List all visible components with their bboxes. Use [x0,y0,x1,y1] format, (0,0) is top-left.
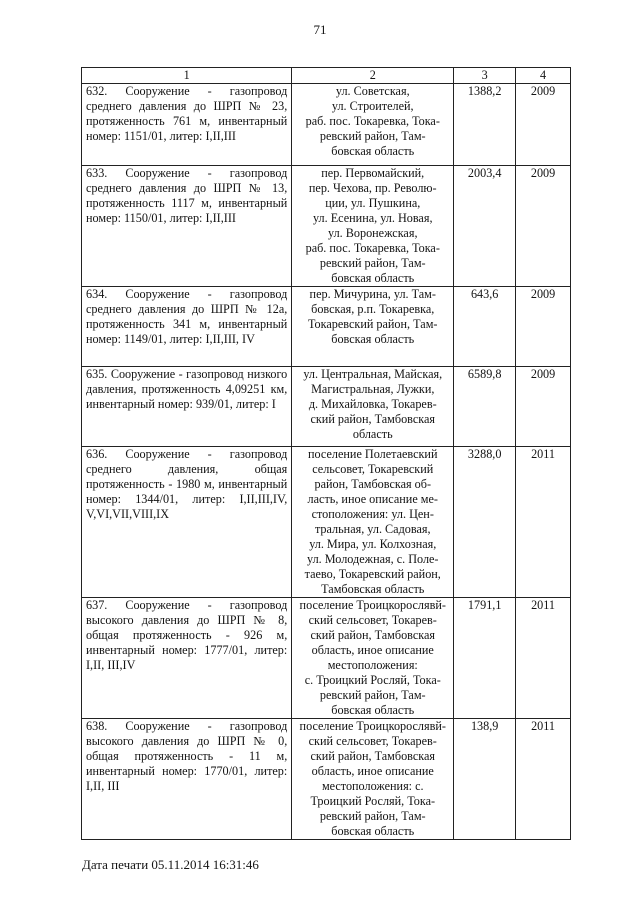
object-year: 2011 [516,719,571,840]
address-line: бовская область [331,332,415,346]
address-line: ревский район, Там- [319,809,426,823]
object-value: 2003,4 [454,166,516,287]
object-address [292,367,454,447]
address-line: местоположения: [327,658,418,672]
address-line: пер. Мичурина, ул. Там- [309,287,436,301]
object-description: 634. Сооружение - газопровод среднего давления до ШРП № 12а, протяженность 341 м, инвентарный номер: 1149/01, литер: I,II,III, IV [82,287,292,367]
address-line: стоположения: ул. Цен- [311,507,434,521]
address-line: с. Троицкий Росляй, Тока- [304,673,441,687]
header-col-1: 1 [82,68,292,84]
object-description: 633. Сооружение - газопровод среднего давления до ШРП № 13, протяженность 1117 м, инвентарный номер: 1150/01, литер: I,II,III [82,166,292,287]
address-line: ревский район, Там- [319,688,426,702]
address-line: бовская область [331,271,415,285]
address-line: местоположения: с. [321,779,424,793]
address-line: область [352,427,393,441]
address-line: ревский район, Там- [319,129,426,143]
address-line: пер. Чехова, пр. Револю- [308,181,437,195]
object-description: 637. Сооружение - газопровод высокого давления до ШРП № 8, общая протяженность - 926 м, инвентарный номер: 1777/01, литер: I,II, III,IV [82,598,292,719]
object-value: 1791,1 [454,598,516,719]
address-line: ский район, Тамбовская [310,628,436,642]
address-line: поселение Полетаевский [308,447,438,461]
registry-table [81,67,571,840]
address-line: ский район, Тамбовская [310,749,436,763]
header-col-3: 3 [454,68,516,84]
object-description: 635. Сооружение - газопровод низкого давления, протяженность 4,09251 км, инвентарный номер: 939/01, литер: I [82,367,292,447]
address-line: ский сельсовет, Токарев- [308,734,437,748]
table-row [82,84,571,166]
address-line: раб. пос. Токаревка, Тока- [305,241,440,255]
page-number: 71 [313,22,327,37]
object-value: 1388,2 [454,84,516,166]
address-line: таево, Токаревский район, [304,567,441,581]
address-line: Магистральная, Лужки, [311,382,435,396]
address-line: бовская область [331,703,415,717]
address-line: д. Михайловка, Токарев- [308,397,437,411]
address-line: пер. Первомайский, [321,166,425,180]
address-line: ул. Воронежская, [328,226,418,240]
table-row [82,166,571,287]
object-year: 2011 [516,447,571,598]
address-line: ский сельсовет, Токарев- [308,613,437,627]
address-line: ул. Строителей, [331,99,414,113]
address-line: поселение Троицкорослявй- [299,598,446,612]
address-line: поселение Троицкорослявй- [299,719,446,733]
address-line: ул. Молодежная, с. Поле- [307,552,439,566]
object-address [292,598,454,719]
header-col-4: 4 [516,68,571,84]
object-year: 2009 [516,287,571,367]
object-value: 3288,0 [454,447,516,598]
address-line: ул. Мира, ул. Колхозная, [309,537,437,551]
address-line: область, иное описание [311,764,434,778]
address-line: бовская область [331,144,415,158]
object-address [292,719,454,840]
address-line: тральная, ул. Садовая, [314,522,431,536]
object-value: 6589,8 [454,367,516,447]
address-line: ул. Советская, [335,84,410,98]
address-line: район, Тамбовская об- [314,477,432,491]
address-line: Токаревский район, Там- [308,317,438,331]
address-line: бовская, р.п. Токаревка, [311,302,435,316]
address-line: ласть, иное описание ме- [307,492,438,506]
object-year: 2009 [516,166,571,287]
object-year: 2011 [516,598,571,719]
object-year: 2009 [516,84,571,166]
table-row [82,447,571,598]
print-date: Дата печати 05.11.2014 16:31:46 [82,857,259,872]
table-row [82,287,571,367]
address-line: сельсовет, Токаревский [312,462,434,476]
object-address [292,166,454,287]
object-description: 636. Сооружение - газопровод среднего давления, общая протяженность - 1980 м, инвентарный номер: 1344/01, литер: I,II,III,IV, V,VI,VII,VIII,IX [82,447,292,598]
address-line: ул. Есенина, ул. Новая, [313,211,433,225]
object-address [292,84,454,166]
address-line: ский район, Тамбовская [310,412,436,426]
address-line: бовская область [331,824,415,838]
header-col-2: 2 [292,68,454,84]
table-row [82,367,571,447]
header-row [82,68,571,84]
object-description: 632. Сооружение - газопровод среднего давления до ШРП № 23, протяженность 761 м, инвентарный номер: 1151/01, литер: I,II,III [82,84,292,166]
object-description: 638. Сооружение - газопровод высокого давления до ШРП № 0, общая протяженность - 11 м, инвентарный номер: 1770/01, литер: I,II, III [82,719,292,840]
object-value: 138,9 [454,719,516,840]
address-line: Троицкий Росляй, Тока- [310,794,436,808]
address-line: ции, ул. Пушкина, [325,196,421,210]
object-address [292,447,454,598]
address-line: Тамбовская область [321,582,425,596]
table-row [82,719,571,840]
table-row [82,598,571,719]
address-line: ревский район, Там- [319,256,426,270]
object-year: 2009 [516,367,571,447]
address-line: область, иное описание [311,643,434,657]
address-line: раб. пос. Токаревка, Тока- [305,114,440,128]
object-value: 643,6 [454,287,516,367]
object-address [292,287,454,367]
address-line: ул. Центральная, Майская, [303,367,443,381]
